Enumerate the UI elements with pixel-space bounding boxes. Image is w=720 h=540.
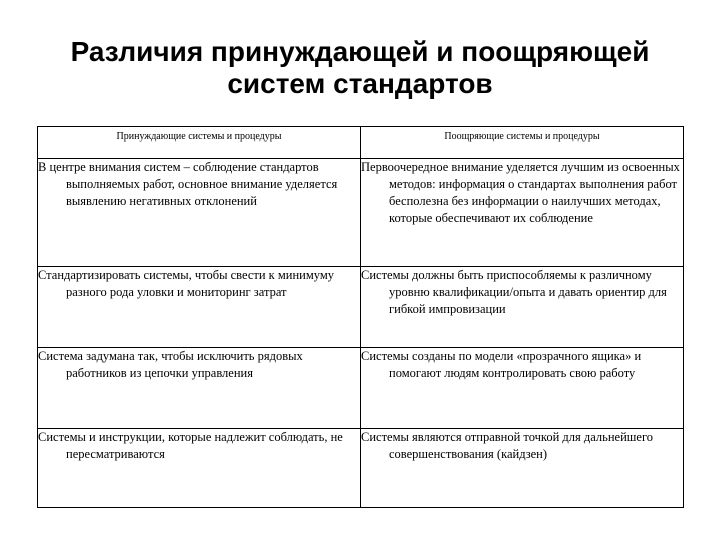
cell-text: Системы являются отправной точкой для дальнейшего совершенствования (кайдзен) <box>361 430 654 461</box>
cell-text: В центре внимания систем – соблюдение стандартов выполняемых работ, основное внимание уделяется выявлению негативных отклонений <box>38 160 338 208</box>
cell-text: Системы должны быть приспособляемы к различному уровню квалификации/опыта и давать ориентир для гибкой импровизации <box>361 268 667 316</box>
table-cell-enabling <box>361 267 684 348</box>
slide-title-line-1: Различия принуждающей и поощряющей <box>70 36 650 67</box>
table-row <box>38 267 684 348</box>
table-cell-enabling <box>361 429 684 508</box>
table-row <box>38 429 684 508</box>
table-row <box>38 348 684 429</box>
cell-text: Системы созданы по модели «прозрачного ящика» и помогают людям контролировать свою работу <box>361 349 642 380</box>
table-cell-coercive <box>38 267 361 348</box>
table-header-row <box>38 127 684 159</box>
comparison-table <box>37 126 684 508</box>
column-header-enabling: Поощряющие системы и процедуры <box>361 127 684 159</box>
table-cell-coercive <box>38 159 361 267</box>
cell-text: Система задумана так, чтобы исключить рядовых работников из цепочки управления <box>38 349 303 380</box>
column-header-coercive: Принуждающие системы и процедуры <box>38 127 361 159</box>
cell-text: Стандартизировать системы, чтобы свести к минимуму разного рода уловки и мониторинг затрат <box>38 268 335 299</box>
slide-title <box>0 36 720 100</box>
table-cell-enabling <box>361 348 684 429</box>
table-cell-enabling <box>361 159 684 267</box>
table-row <box>38 159 684 267</box>
slide-title-line-2: систем стандартов <box>227 68 493 99</box>
cell-text: Системы и инструкции, которые надлежит соблюдать, не пересматриваются <box>38 430 343 461</box>
table-cell-coercive <box>38 429 361 508</box>
cell-text: Первоочередное внимание уделяется лучшим из освоенных методов: информация о стандартах выполнения работ бесполезна без информации о наилучших методах, которые обеспечивают их соблюдение <box>361 160 680 225</box>
table-cell-coercive <box>38 348 361 429</box>
